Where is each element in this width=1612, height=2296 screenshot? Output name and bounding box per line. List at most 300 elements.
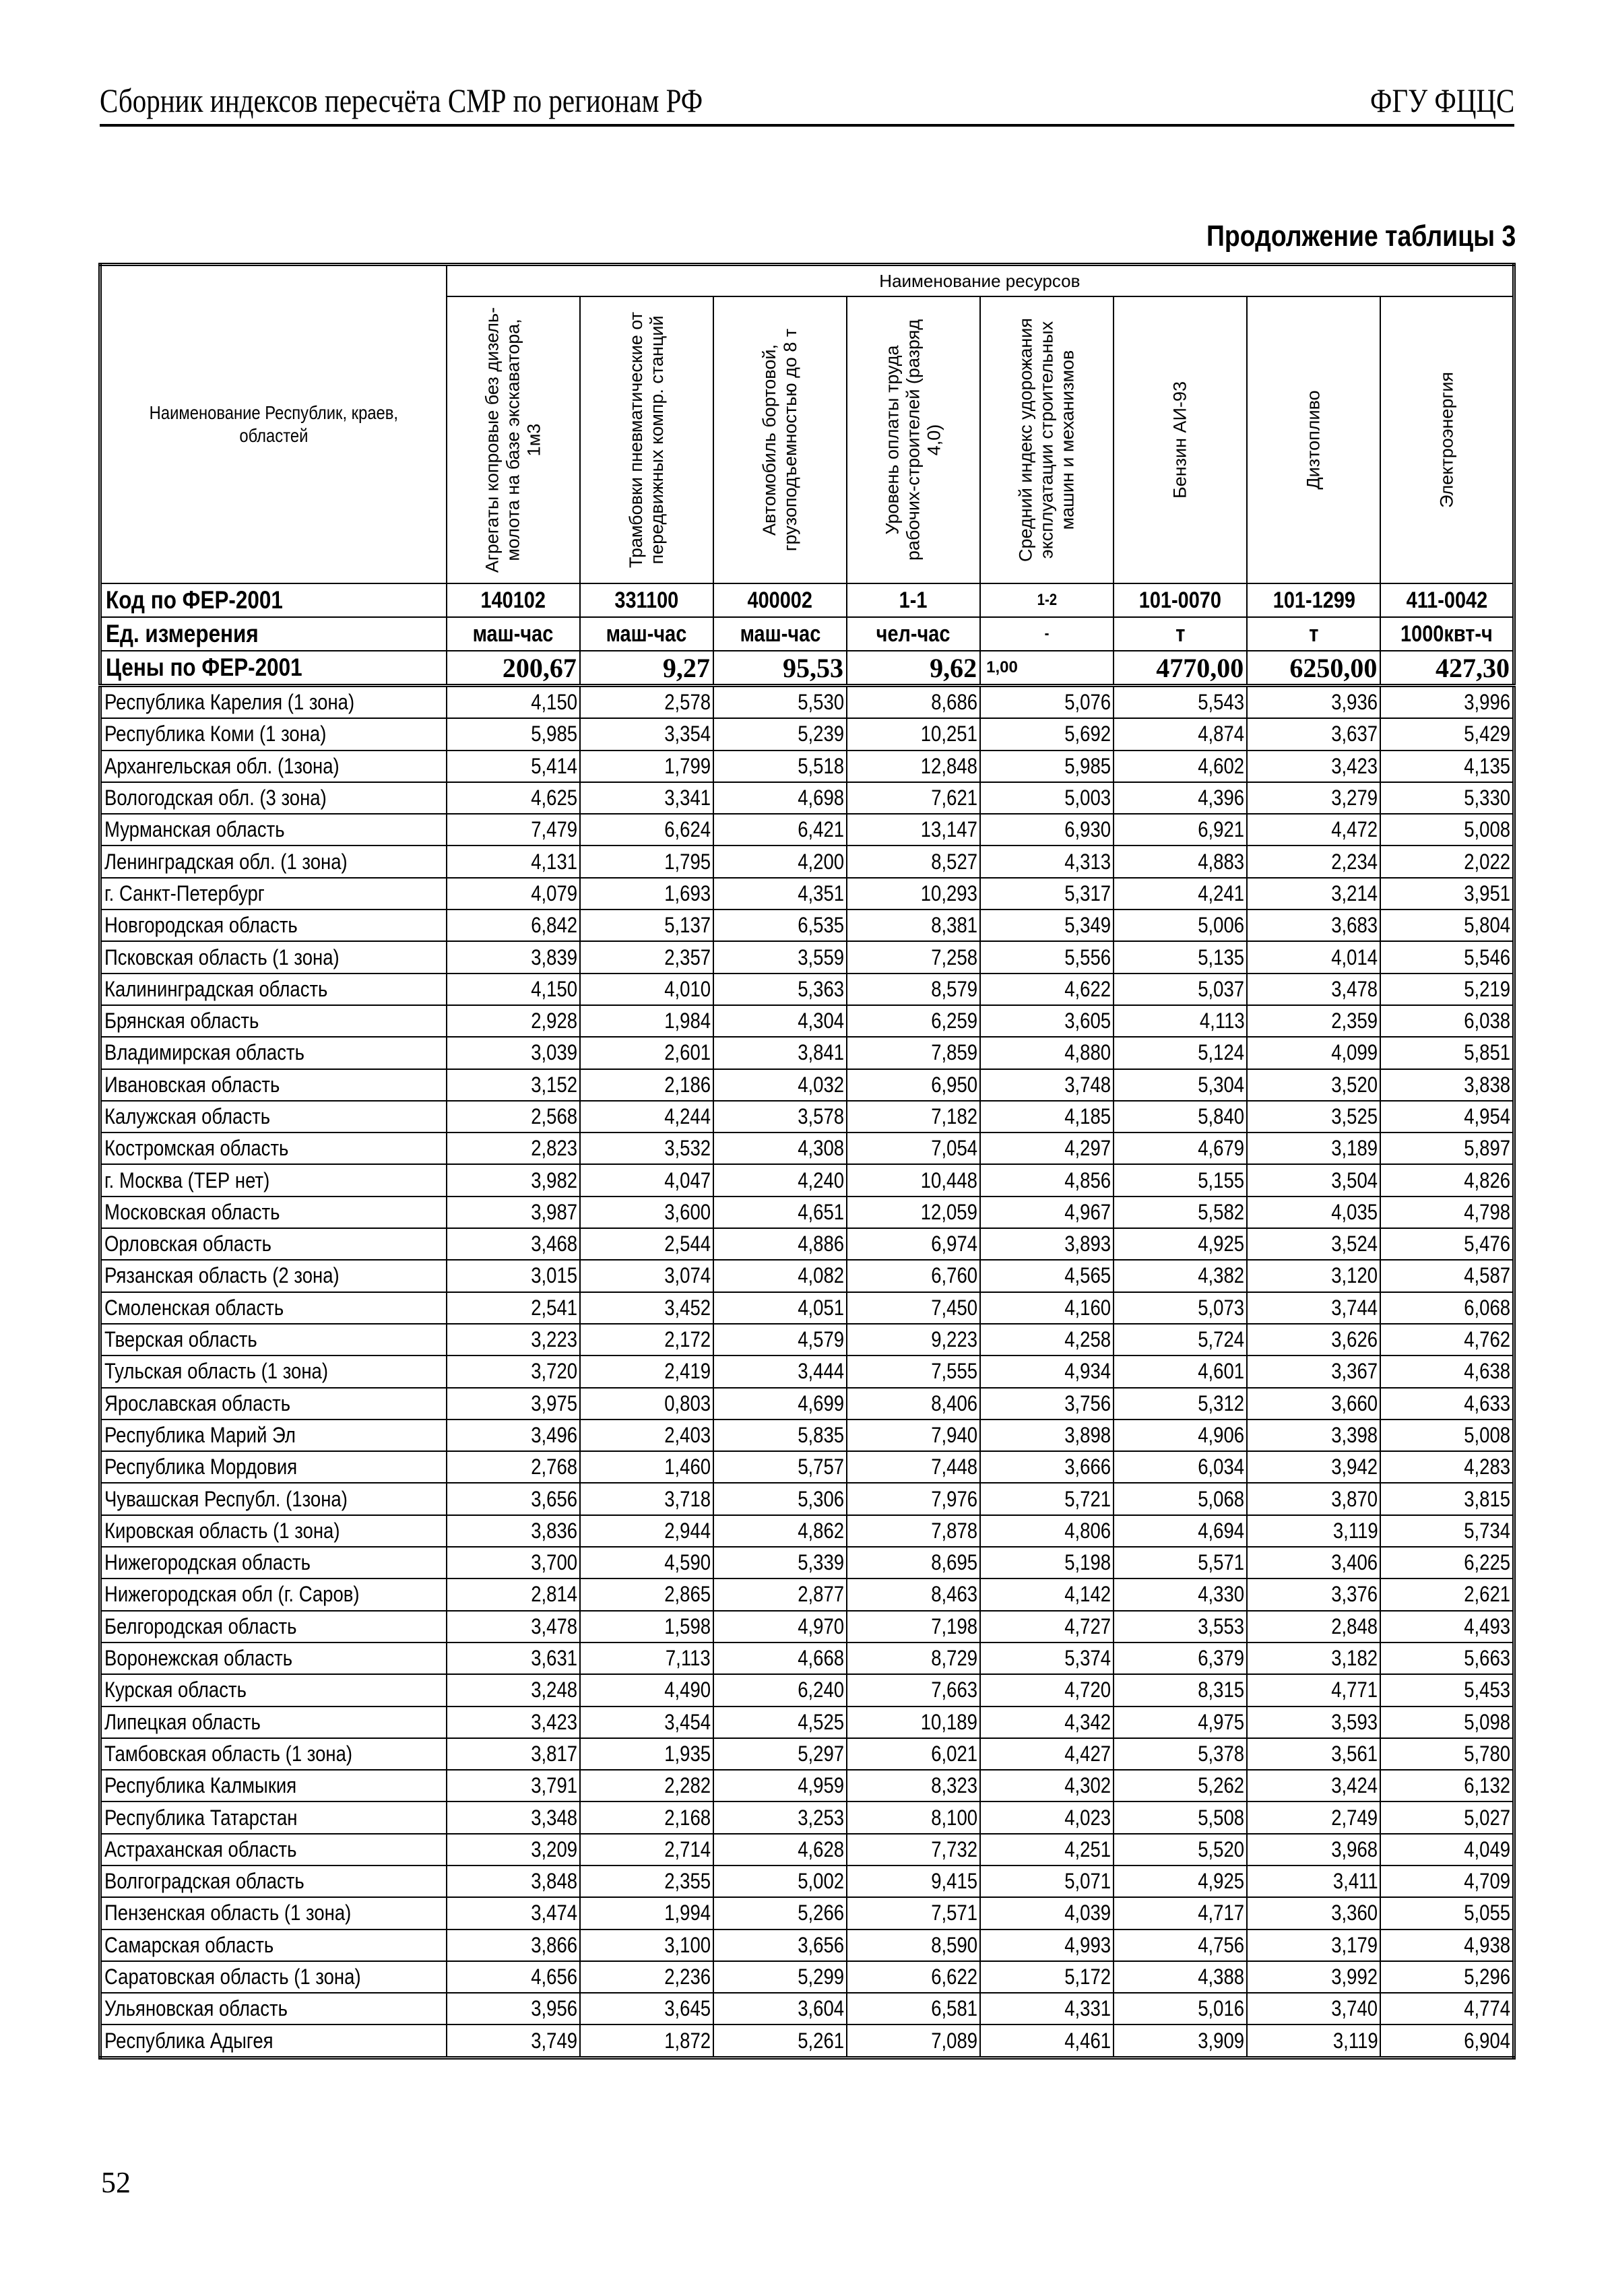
index-value-cell — [980, 878, 1114, 910]
index-value-cell — [447, 878, 580, 910]
table-row — [100, 846, 1514, 877]
index-value-cell — [447, 814, 580, 846]
index-value-cell — [847, 974, 980, 1005]
region-name-cell — [100, 1292, 447, 1324]
index-value-cell — [1114, 1292, 1247, 1324]
region-name-cell — [100, 1897, 447, 1929]
index-value: 3,496 — [530, 1422, 577, 1447]
column-price: 6250,00 — [1247, 651, 1380, 686]
index-value-cell — [1114, 910, 1247, 941]
index-value-cell — [713, 1707, 847, 1738]
index-value-cell — [847, 1133, 980, 1164]
index-value-cell — [447, 751, 580, 782]
index-value-cell — [1247, 1993, 1380, 2024]
index-value: 4,579 — [798, 1327, 845, 1352]
code-row-label — [100, 583, 447, 617]
index-value: 4,342 — [1064, 1709, 1111, 1734]
index-value-cell — [713, 1197, 847, 1228]
index-value: 4,656 — [530, 1965, 577, 1989]
index-value: 8,323 — [931, 1773, 978, 1798]
index-value-cell — [713, 1801, 847, 1833]
table-row — [100, 1133, 1514, 1164]
column-code-text: 101-1299 — [1272, 587, 1355, 613]
table-row — [100, 1961, 1514, 1993]
index-value-cell — [980, 814, 1114, 846]
index-value-cell — [580, 1037, 713, 1069]
index-value: 1,598 — [664, 1614, 711, 1638]
index-value-cell — [1114, 1738, 1247, 1770]
index-value-cell — [1247, 1897, 1380, 1929]
column-unit-text: - — [1044, 625, 1050, 643]
index-value-cell — [713, 1228, 847, 1260]
region-name: Воронежская область — [104, 1646, 293, 1671]
region-name-cell — [100, 974, 447, 1005]
index-value-cell — [447, 1897, 580, 1929]
index-value: 5,339 — [798, 1550, 845, 1575]
resource-column-header — [447, 296, 580, 583]
index-value: 5,312 — [1198, 1391, 1245, 1415]
index-value-cell — [980, 1420, 1114, 1451]
index-value: 3,182 — [1331, 1646, 1378, 1671]
column-unit — [847, 617, 980, 651]
code-row-label-text: Код по ФЕР-2001 — [106, 586, 283, 614]
index-value-cell — [447, 718, 580, 750]
index-value-cell — [447, 1483, 580, 1514]
index-value: 4,856 — [1064, 1168, 1111, 1192]
index-value: 10,293 — [920, 881, 978, 905]
index-value-cell — [1247, 1228, 1380, 1260]
index-value-cell — [1380, 1420, 1514, 1451]
index-value: 4,602 — [1198, 753, 1245, 778]
index-value: 8,100 — [931, 1805, 978, 1830]
table-row — [100, 1069, 1514, 1101]
index-value-cell — [847, 1770, 980, 1801]
index-value: 5,414 — [530, 753, 577, 778]
index-value: 4,035 — [1331, 1199, 1378, 1224]
index-value-cell — [980, 782, 1114, 814]
region-name: Республика Марий Эл — [104, 1422, 296, 1447]
index-value: 9,415 — [931, 1869, 978, 1894]
table-row — [100, 1930, 1514, 1961]
table-row — [100, 1547, 1514, 1578]
index-value: 4,240 — [798, 1168, 845, 1192]
table-row — [100, 1515, 1514, 1547]
column-unit — [580, 617, 713, 651]
unit-row — [100, 617, 1514, 651]
index-value: 4,396 — [1198, 786, 1245, 810]
index-value: 3,836 — [530, 1518, 577, 1543]
table-row — [100, 1897, 1514, 1929]
table-row — [100, 1770, 1514, 1801]
index-value-cell — [1114, 1483, 1247, 1514]
index-value-cell — [1247, 974, 1380, 1005]
region-name: Нижегородская обл (г. Саров) — [104, 1582, 360, 1607]
index-value: 7,663 — [931, 1678, 978, 1702]
index-value: 5,757 — [798, 1455, 845, 1479]
index-value-cell — [847, 1738, 980, 1770]
index-value: 4,079 — [530, 881, 577, 905]
column-price: 9,62 — [847, 651, 980, 686]
index-value: 7,448 — [931, 1455, 978, 1479]
table-row — [100, 1228, 1514, 1260]
region-name: Псковская область (1 зона) — [104, 945, 340, 969]
index-value: 3,791 — [530, 1773, 577, 1798]
table-row — [100, 1324, 1514, 1356]
index-value: 4,601 — [1198, 1359, 1245, 1384]
table-row — [100, 941, 1514, 973]
index-value-cell — [980, 1834, 1114, 1865]
index-value-cell — [713, 1834, 847, 1865]
index-value: 3,423 — [530, 1709, 577, 1734]
index-value: 4,490 — [664, 1678, 711, 1702]
index-value-cell — [847, 814, 980, 846]
resources-group-header: Наименование ресурсов — [447, 265, 1514, 297]
index-value-cell — [980, 1133, 1114, 1164]
index-value: 3,578 — [798, 1104, 845, 1128]
index-value-cell — [1114, 1451, 1247, 1483]
index-value-cell — [1114, 1897, 1247, 1929]
index-value-cell — [580, 2024, 713, 2058]
region-name: Рязанская область (2 зона) — [104, 1263, 340, 1288]
region-name-cell — [100, 1069, 447, 1101]
resource-column-title: Бензин АИ-93 — [1169, 381, 1190, 499]
index-value-cell — [1380, 686, 1514, 719]
region-name-cell — [100, 1611, 447, 1643]
index-value: 4,313 — [1064, 849, 1111, 874]
column-code — [1114, 583, 1247, 617]
index-value-cell — [1114, 1324, 1247, 1356]
index-value-cell — [1247, 2024, 1380, 2058]
index-value-cell — [447, 1164, 580, 1196]
index-value-cell — [580, 1451, 713, 1483]
index-value-cell — [980, 1037, 1114, 1069]
index-value-cell — [980, 1961, 1114, 1993]
index-value-cell — [1247, 1515, 1380, 1547]
index-value-cell — [980, 1197, 1114, 1228]
index-value-cell — [713, 1101, 847, 1133]
index-value-cell — [1114, 1197, 1247, 1228]
index-value: 2,168 — [664, 1805, 711, 1830]
region-name: Белгородская область — [104, 1614, 297, 1638]
index-value-cell — [713, 1515, 847, 1547]
index-value: 4,297 — [1064, 1136, 1111, 1161]
index-value: 10,189 — [920, 1709, 978, 1734]
index-value-cell — [1247, 686, 1380, 719]
index-value-cell — [447, 1801, 580, 1833]
index-value: 1,795 — [664, 849, 711, 874]
column-unit — [980, 617, 1114, 651]
index-value: 3,909 — [1198, 2028, 1245, 2053]
index-value: 7,479 — [530, 817, 577, 842]
index-value-cell — [1380, 878, 1514, 910]
region-name-cell — [100, 1388, 447, 1420]
index-value: 3,119 — [1332, 1518, 1378, 1543]
unit-row-label-text: Ед. измерения — [106, 620, 259, 647]
index-value: 4,727 — [1064, 1614, 1111, 1638]
index-value-cell — [1247, 1547, 1380, 1578]
index-value: 3,987 — [530, 1199, 577, 1224]
index-value-cell — [1114, 1801, 1247, 1833]
region-name-cell — [100, 1451, 447, 1483]
index-value: 3,223 — [530, 1327, 577, 1352]
index-value: 5,518 — [798, 753, 845, 778]
index-value: 7,555 — [931, 1359, 978, 1384]
index-value-cell — [847, 1834, 980, 1865]
table-row — [100, 1101, 1514, 1133]
resource-column-title: Уровень оплаты труда рабочих-строителей (разряд 4,0) — [882, 319, 944, 561]
index-value-cell — [847, 1483, 980, 1514]
column-unit — [1114, 617, 1247, 651]
index-value: 3,600 — [664, 1199, 711, 1224]
index-value-cell — [1380, 1483, 1514, 1514]
index-value: 7,054 — [931, 1136, 978, 1161]
index-value: 4,304 — [798, 1009, 845, 1033]
index-value-cell — [1380, 1897, 1514, 1929]
index-value-cell — [580, 974, 713, 1005]
regional-index-table — [98, 263, 1516, 2060]
region-name-cell — [100, 910, 447, 941]
index-value-cell — [1114, 1611, 1247, 1643]
index-value: 4,382 — [1198, 1263, 1245, 1288]
index-value: 4,472 — [1331, 817, 1378, 842]
index-value: 4,975 — [1198, 1709, 1245, 1734]
index-value-cell — [980, 1260, 1114, 1292]
index-value: 4,258 — [1064, 1327, 1111, 1352]
index-value-cell — [847, 1451, 980, 1483]
index-value: 6,581 — [931, 1996, 978, 2021]
collection-title: Сборник индексов пересчёта СМР по регионам РФ — [100, 82, 703, 119]
index-value: 3,898 — [1064, 1422, 1111, 1447]
index-value: 3,119 — [1332, 2028, 1378, 2053]
region-name: Республика Калмыкия — [104, 1773, 297, 1798]
index-value-cell — [713, 1292, 847, 1324]
index-value-cell — [580, 1101, 713, 1133]
index-value-cell — [580, 1930, 713, 1961]
index-value-cell — [1380, 1260, 1514, 1292]
index-value-cell — [847, 1420, 980, 1451]
index-value-cell — [1114, 2024, 1247, 2058]
region-name: Республика Мордовия — [104, 1455, 298, 1479]
index-value: 7,198 — [931, 1614, 978, 1638]
column-unit-text: т — [1175, 620, 1186, 647]
index-value-cell — [1247, 1801, 1380, 1833]
index-value: 4,625 — [530, 786, 577, 810]
index-value: 5,006 — [1198, 913, 1245, 938]
region-name: Республика Коми (1 зона) — [104, 722, 327, 746]
index-value: 5,172 — [1064, 1965, 1111, 1989]
index-value: 4,709 — [1464, 1869, 1510, 1894]
index-value: 5,261 — [798, 2028, 845, 2053]
index-value: 2,022 — [1464, 849, 1510, 874]
index-value: 3,452 — [664, 1295, 711, 1320]
index-value: 2,234 — [1331, 849, 1378, 874]
index-value: 5,378 — [1198, 1741, 1245, 1766]
table-row — [100, 1611, 1514, 1643]
index-value-cell — [713, 1547, 847, 1578]
index-value-cell — [447, 1069, 580, 1101]
index-value: 4,244 — [664, 1104, 711, 1128]
index-value: 3,120 — [1331, 1263, 1378, 1288]
table-row — [100, 1037, 1514, 1069]
index-value-cell — [980, 1643, 1114, 1674]
index-value: 4,099 — [1331, 1040, 1378, 1065]
index-value-cell — [1247, 1420, 1380, 1451]
index-value-cell — [847, 1897, 980, 1929]
index-value-cell — [847, 2024, 980, 2058]
index-value-cell — [580, 1897, 713, 1929]
region-name: Пензенская область (1 зона) — [104, 1901, 352, 1925]
index-value-cell — [713, 1897, 847, 1929]
region-name: Республика Адыгея — [104, 2028, 273, 2053]
index-value: 3,893 — [1064, 1232, 1111, 1256]
index-value-cell — [713, 1643, 847, 1674]
index-value: 5,508 — [1198, 1805, 1245, 1830]
index-value: 3,468 — [530, 1232, 577, 1256]
index-value-cell — [447, 1005, 580, 1037]
index-value: 5,135 — [1198, 945, 1245, 969]
index-value-cell — [1114, 1260, 1247, 1292]
table-row — [100, 1420, 1514, 1451]
index-value: 4,241 — [1198, 881, 1245, 905]
column-price: 95,53 — [713, 651, 847, 686]
index-value: 3,444 — [798, 1359, 845, 1384]
index-value: 4,774 — [1464, 1996, 1510, 2021]
index-value: 8,729 — [931, 1646, 978, 1671]
index-value-cell — [847, 1164, 980, 1196]
index-value: 3,951 — [1464, 881, 1510, 905]
index-value: 6,921 — [1198, 817, 1245, 842]
index-value-cell — [1380, 1515, 1514, 1547]
index-value-cell — [580, 1578, 713, 1610]
index-value-cell — [447, 1515, 580, 1547]
column-code-text: 1-1 — [899, 587, 928, 613]
resource-column-title: Электроэнергия — [1436, 371, 1457, 509]
index-value: 4,525 — [798, 1709, 845, 1734]
region-name: Смоленская область — [104, 1295, 284, 1320]
index-value-cell — [1247, 910, 1380, 941]
index-value-cell — [1114, 1388, 1247, 1420]
index-value-cell — [847, 1674, 980, 1706]
index-value-cell — [447, 1674, 580, 1706]
index-value-cell — [713, 1674, 847, 1706]
region-name-cell — [100, 1547, 447, 1578]
index-value-cell — [580, 1961, 713, 1993]
index-value: 3,975 — [530, 1391, 577, 1415]
index-value: 5,476 — [1464, 1232, 1510, 1256]
index-value-cell — [847, 1197, 980, 1228]
index-value-cell — [580, 1707, 713, 1738]
index-value: 5,835 — [798, 1422, 845, 1447]
index-value-cell — [1114, 1101, 1247, 1133]
index-value-cell — [1380, 1865, 1514, 1897]
index-value-cell — [1380, 1356, 1514, 1387]
table-row — [100, 1865, 1514, 1897]
index-value: 6,842 — [530, 913, 577, 938]
index-value: 3,749 — [530, 2028, 577, 2053]
index-value: 4,698 — [798, 786, 845, 810]
index-value: 5,262 — [1198, 1773, 1245, 1798]
index-value-cell — [980, 1069, 1114, 1101]
column-price: 200,67 — [447, 651, 580, 686]
index-value-cell — [580, 718, 713, 750]
index-value-cell — [1247, 1611, 1380, 1643]
index-value: 5,003 — [1064, 786, 1111, 810]
region-name-cell — [100, 1164, 447, 1196]
region-name: Ленинградская обл. (1 зона) — [104, 849, 348, 874]
index-value-cell — [713, 1260, 847, 1292]
region-name: Республика Татарстан — [104, 1805, 298, 1830]
index-value-cell — [1247, 941, 1380, 973]
index-value: 3,848 — [530, 1869, 577, 1894]
unit-row-label — [100, 617, 447, 651]
index-value-cell — [1380, 1707, 1514, 1738]
index-value: 3,631 — [530, 1646, 577, 1671]
index-value: 4,142 — [1064, 1582, 1111, 1607]
index-value: 2,621 — [1464, 1582, 1510, 1607]
column-code-text: 331100 — [614, 587, 679, 613]
index-value-cell — [1247, 1069, 1380, 1101]
index-value: 5,076 — [1064, 690, 1111, 715]
region-name: Чувашская Республ. (1зона) — [104, 1486, 348, 1511]
index-value: 8,463 — [931, 1582, 978, 1607]
index-value-cell — [1380, 1834, 1514, 1865]
index-value-cell — [847, 1993, 980, 2024]
index-value: 4,427 — [1064, 1741, 1111, 1766]
price-row-label — [100, 651, 447, 686]
index-value: 3,817 — [530, 1741, 577, 1766]
index-value-cell — [447, 1324, 580, 1356]
index-value: 3,424 — [1331, 1773, 1378, 1798]
index-value: 3,100 — [664, 1932, 711, 1957]
index-value-cell — [1247, 1133, 1380, 1164]
index-value-cell — [1247, 814, 1380, 846]
column-unit — [1380, 617, 1514, 651]
index-value: 4,587 — [1464, 1263, 1510, 1288]
index-value-cell — [980, 1865, 1114, 1897]
index-value-cell — [1247, 782, 1380, 814]
index-value-cell — [1247, 1738, 1380, 1770]
index-value: 5,780 — [1464, 1741, 1510, 1766]
index-value: 4,331 — [1064, 1996, 1111, 2021]
region-name: Архангельская обл. (1зона) — [104, 753, 340, 778]
index-value-cell — [1247, 1324, 1380, 1356]
index-value-cell — [847, 1356, 980, 1387]
index-value: 3,152 — [530, 1072, 577, 1097]
index-value: 3,866 — [530, 1932, 577, 1957]
index-value: 3,593 — [1331, 1709, 1378, 1734]
index-value: 6,535 — [798, 913, 845, 938]
index-value-cell — [1380, 1164, 1514, 1196]
index-value: 2,357 — [664, 945, 711, 969]
index-value: 6,259 — [931, 1009, 978, 1033]
index-value: 10,448 — [920, 1168, 978, 1192]
resource-column-title: Средний индекс удорожания эксплуатации строительных машин и механизмов — [1015, 318, 1078, 562]
index-value: 5,239 — [798, 722, 845, 746]
index-value-cell — [980, 1611, 1114, 1643]
index-value: 5,520 — [1198, 1837, 1245, 1861]
index-value-cell — [1247, 1388, 1380, 1420]
index-value-cell — [980, 1515, 1114, 1547]
index-value: 8,527 — [931, 849, 978, 874]
column-unit-text: т — [1309, 620, 1319, 647]
index-value-cell — [980, 1930, 1114, 1961]
index-value-cell — [713, 1005, 847, 1037]
index-value-cell — [1380, 1993, 1514, 2024]
index-value: 1,460 — [664, 1455, 711, 1479]
index-value: 5,663 — [1464, 1646, 1510, 1671]
index-value: 5,296 — [1464, 1965, 1510, 1989]
index-value-cell — [1380, 1228, 1514, 1260]
